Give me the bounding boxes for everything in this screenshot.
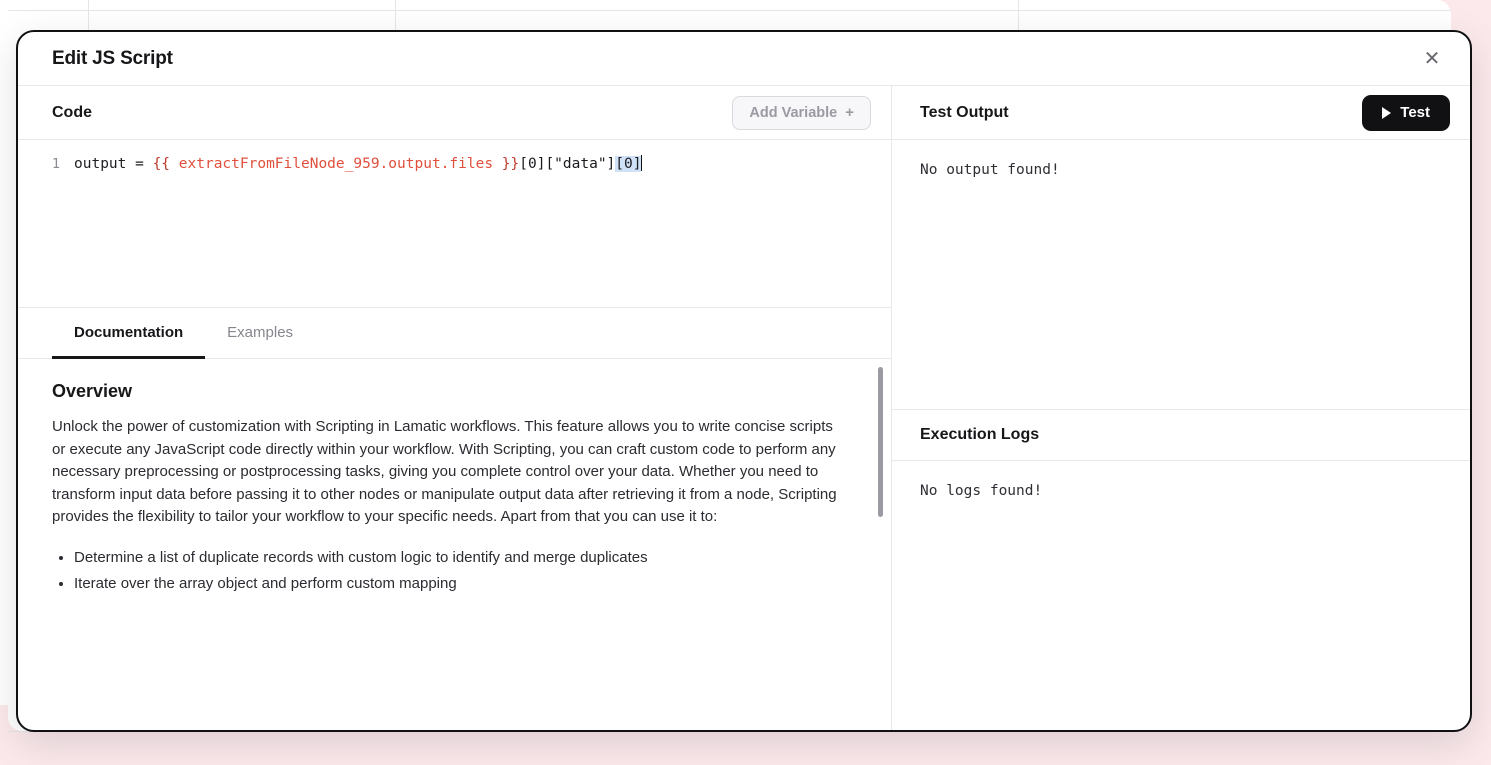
- code-editor[interactable]: [18, 140, 891, 307]
- tab-examples[interactable]: Examples: [227, 323, 294, 341]
- add-variable-label: Add Variable: [749, 104, 838, 121]
- code-panel-title: Code: [52, 103, 92, 121]
- execution-logs-header: [892, 409, 1470, 461]
- docs-scrollbar[interactable]: [878, 367, 883, 517]
- code-panel-header: [18, 86, 891, 140]
- list-item: • Determine a list of duplicate records with custom logic to identify and merge duplicates: [74, 545, 857, 571]
- close-icon[interactable]: ✕: [1418, 45, 1446, 73]
- background-grid-line: [8, 10, 1451, 11]
- test-output-header: [892, 86, 1470, 140]
- list-item: • Iterate over the array object and perform custom mapping: [74, 571, 857, 597]
- test-output-content: No output found!: [920, 162, 1060, 178]
- docs-bullet-list: [52, 545, 857, 597]
- code-token-index-two: [0]: [615, 156, 642, 172]
- tab-documentation[interactable]: Documentation: [52, 308, 205, 359]
- docs-overview-paragraph: Unlock the power of customization with Scripting in Lamatic workflows. This feature allows you to write concise scripts or execute any JavaScript code directly within your workflow. With Scripting, you can craft custom code to perform any necessary preprocessing or postprocessing tasks, giving you complete control over your data. Whether you need to transform input data before passing it to other nodes or manipulate output data after retrieving it from a node, Scripting provides the flexibility to tailor your workflow to your specific needs. Apart from that you can use it to:: [52, 418, 837, 526]
- code-token-open-brace: {{: [152, 156, 171, 172]
- add-variable-button[interactable]: [732, 96, 871, 130]
- line-number: 1: [51, 156, 60, 172]
- edit-js-script-dialog: [16, 30, 1472, 732]
- test-button[interactable]: [1362, 95, 1450, 131]
- code-token-variable: extractFromFileNode_959.output.files: [170, 156, 502, 172]
- code-line-1: [18, 140, 891, 174]
- docs-overview-title: Overview: [52, 381, 133, 402]
- test-button-label: Test: [1400, 104, 1430, 121]
- code-text[interactable]: [74, 154, 642, 174]
- code-token-index-one: [0]["data"]: [519, 156, 616, 172]
- dialog-title: Edit JS Script: [52, 47, 173, 69]
- code-token-close-brace: }}: [501, 156, 520, 172]
- dialog-body: [18, 86, 1470, 730]
- play-icon: [1382, 107, 1391, 119]
- execution-logs-content: No logs found!: [920, 483, 1043, 499]
- docs-tabs: [18, 307, 891, 359]
- test-output-title: Test Output: [920, 103, 1009, 121]
- code-token-prefix: output =: [74, 156, 153, 172]
- execution-logs-title: Execution Logs: [920, 426, 1040, 443]
- right-pane: [892, 86, 1470, 730]
- plus-icon: +: [845, 104, 854, 121]
- text-caret: [641, 155, 642, 171]
- documentation-content: [18, 359, 891, 730]
- left-pane: [18, 86, 892, 730]
- dialog-header: [18, 32, 1470, 86]
